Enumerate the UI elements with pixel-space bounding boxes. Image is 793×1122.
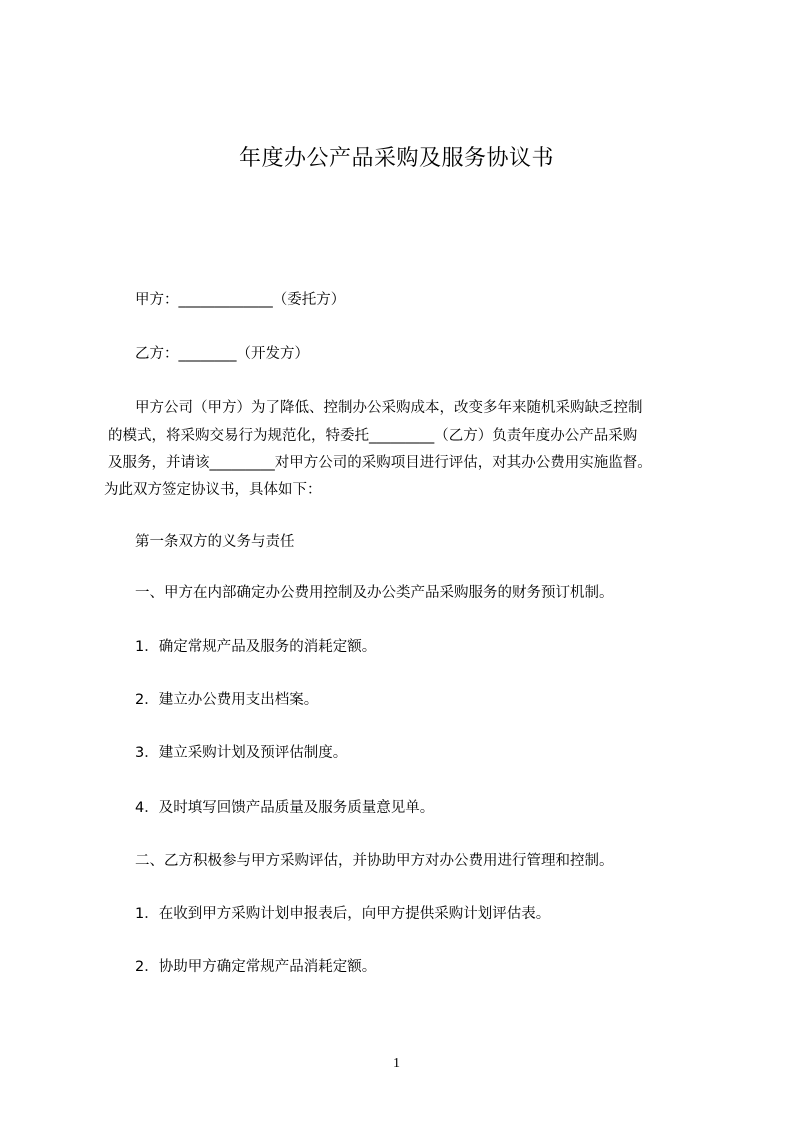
party-a-line: 甲方：_____________（委托方）	[135, 292, 346, 308]
document-title: 年度办公产品采购及服务协议书	[238, 146, 554, 171]
article-1-heading: 第一条双方的义务与责任	[135, 534, 295, 550]
section-1-item-1: 1．确定常规产品及服务的消耗定额。	[135, 639, 377, 655]
section-2-item-1: 1．在收到甲方采购计划申报表后，向甲方提供采购计划评估表。	[135, 906, 551, 922]
intro-line-1: 甲方公司（甲方）为了降低、控制办公采购成本，改变多年来随机采购缺乏控制	[135, 400, 643, 416]
intro-line-2: 的模式，将采购交易行为规范化，特委托_________（乙方）负责年度办公产品采购	[108, 428, 638, 444]
party-b-line: 乙方：________（开发方）	[135, 346, 309, 362]
section-1-item-3: 3．建立采购计划及预评估制度。	[135, 745, 348, 761]
section-1-heading: 一、甲方在内部确定办公费用控制及办公类产品采购服务的财务预订机制。	[135, 585, 614, 601]
section-1-item-2: 2．建立办公费用支出档案。	[135, 692, 319, 708]
section-2-item-2: 2．协助甲方确定常规产品消耗定额。	[135, 959, 377, 975]
page-number: 1	[393, 1056, 400, 1071]
intro-line-3: 及服务，并请该_________对甲方公司的采购项目进行评估，对其办公费用实施监督。	[108, 455, 652, 471]
section-1-item-4: 4．及时填写回馈产品质量及服务质量意见单。	[135, 800, 435, 816]
intro-line-4: 为此双方签定协议书，具体如下：	[104, 482, 322, 498]
section-2-heading: 二、乙方积极参与甲方采购评估，并协助甲方对办公费用进行管理和控制。	[135, 853, 614, 869]
